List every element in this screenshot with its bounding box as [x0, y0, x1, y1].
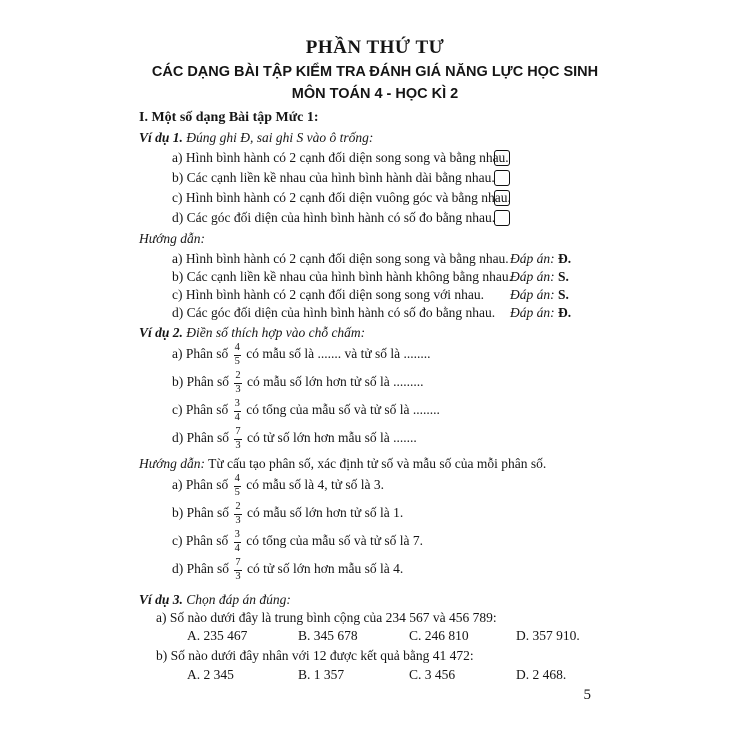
ex2-guide-label: Hướng dẫn:: [139, 456, 205, 471]
page-number: 5: [583, 687, 591, 703]
subject-subtitle: MÔN TOÁN 4 - HỌC KÌ 2: [291, 86, 459, 102]
denominator: 3: [235, 383, 241, 395]
ex1-item-d: d) Các góc đối diện của hình bình hành có số đo bằng nhau.: [172, 210, 496, 225]
ex1-answer-d: [510, 305, 571, 321]
ex1-guide-b: b) Các cạnh liền kề nhau của hình bình hành không bằng nhau.: [172, 269, 513, 284]
section-title: I. Một số dạng Bài tập Mức 1:: [139, 110, 319, 125]
item-suffix: có mẫu số là 4, tử số là 3.: [246, 477, 385, 493]
ex1-guide-c: c) Hình bình hành có 2 cạnh đối diện song song với nhau.: [172, 287, 484, 302]
denominator: 3: [235, 570, 241, 582]
numerator: 4: [234, 474, 241, 487]
fraction: [234, 474, 241, 498]
ex1-guide-a: a) Hình bình hành có 2 cạnh đối diện song song và bằng nhau.: [172, 251, 509, 266]
ex3-b-option-d[interactable]: D. 2 468.: [516, 667, 567, 682]
answer-box-d[interactable]: [494, 210, 510, 226]
answer-box-b[interactable]: [494, 170, 510, 186]
ex2-item-b: [172, 371, 423, 395]
answer-value: Đ.: [558, 251, 572, 266]
ex2-item-a: [172, 343, 431, 367]
ex2-guide-c: [172, 530, 423, 554]
answer-value: S.: [558, 287, 569, 302]
numerator: 2: [234, 502, 241, 515]
answer-value: S.: [558, 269, 569, 284]
fraction: [234, 530, 241, 554]
fraction: [234, 558, 241, 582]
ex3-a-option-d[interactable]: D. 357 910.: [516, 628, 580, 643]
ex2-item-d: [172, 427, 417, 451]
ex2-guide-a: [172, 474, 384, 498]
example-3-label: Ví dụ 3.: [139, 592, 183, 607]
ex2-guide-text: Từ cấu tạo phân số, xác định tử số và mẫu số của mỗi phân số.: [204, 456, 547, 471]
answer-label: Đáp án:: [510, 287, 555, 302]
ex1-answer-b: [510, 269, 569, 285]
part-title: PHẦN THỨ TƯ: [305, 37, 445, 58]
ex2-guide: [139, 456, 546, 472]
ex3-b-option-c[interactable]: C. 3 456: [409, 667, 456, 682]
example-2-prompt: Điền số thích hợp vào chỗ chấm:: [182, 325, 366, 340]
denominator: 5: [234, 355, 240, 367]
item-prefix: d) Phân số: [172, 561, 229, 577]
ex3-question-b: b) Số nào dưới đây nhân với 12 được kết quả bằng 41 472:: [156, 648, 474, 663]
example-1-prompt: Đúng ghi Đ, sai ghi S vào ô trống:: [182, 130, 374, 145]
answer-label: Đáp án:: [510, 305, 555, 320]
numerator: 7: [234, 558, 241, 571]
fraction: [234, 427, 241, 451]
example-3-prompt: Chọn đáp án đúng:: [182, 592, 291, 607]
ex2-guide-b: [172, 502, 403, 526]
ex3-question-a: a) Số nào dưới đây là trung bình cộng của 234 567 và 456 789:: [156, 610, 497, 625]
fraction: [234, 343, 241, 367]
document-subtitle: CÁC DẠNG BÀI TẬP KIỂM TRA ĐÁNH GIÁ NĂNG LỰC HỌC SINH: [151, 64, 599, 80]
ex1-item-b: b) Các cạnh liền kề nhau của hình bình hành dài bằng nhau.: [172, 170, 495, 185]
item-prefix: c) Phân số: [172, 402, 229, 418]
item-suffix: có tử số lớn hơn mẫu số là .......: [247, 430, 417, 446]
ex3-a-option-c[interactable]: C. 246 810: [409, 628, 469, 643]
item-suffix: có tổng của mẫu số và tử số là ........: [246, 402, 440, 418]
answer-value: Đ.: [558, 305, 572, 320]
fraction: [234, 502, 241, 526]
numerator: 4: [234, 343, 241, 356]
ex2-guide-d: [172, 558, 403, 582]
fraction: [234, 399, 241, 423]
ex3-a-option-a[interactable]: A. 235 467: [187, 628, 248, 643]
ex3-a-option-b[interactable]: B. 345 678: [298, 628, 358, 643]
example-1-label: Ví dụ 1.: [139, 130, 183, 145]
item-suffix: có mẫu số là ....... và tử số là ........: [246, 346, 431, 362]
ex1-item-c: c) Hình bình hành có 2 cạnh đối diện vuông góc và bằng nhau.: [172, 190, 511, 205]
item-suffix: có mẫu số lớn hơn tử số là .........: [247, 374, 424, 390]
example-3-heading: [139, 592, 291, 608]
ex1-guide-d: d) Các góc đối diện của hình bình hành có số đo bằng nhau.: [172, 305, 496, 320]
ex3-b-option-a[interactable]: A. 2 345: [187, 667, 234, 682]
item-prefix: a) Phân số: [172, 477, 229, 493]
item-suffix: có tử số lớn hơn mẫu số là 4.: [247, 561, 404, 577]
fraction: [234, 371, 241, 395]
answer-box-c[interactable]: [494, 190, 510, 206]
ex1-answer-a: [510, 251, 571, 267]
answer-label: Đáp án:: [510, 269, 555, 284]
ex3-b-option-b[interactable]: B. 1 357: [298, 667, 345, 682]
example-2-label: Ví dụ 2.: [139, 325, 183, 340]
numerator: 3: [234, 399, 241, 412]
ex1-guide-label: Hướng dẫn:: [139, 231, 205, 246]
ex1-item-a: a) Hình bình hành có 2 cạnh đối diện song song và bằng nhau.: [172, 150, 509, 165]
numerator: 3: [234, 530, 241, 543]
denominator: 3: [235, 514, 241, 526]
denominator: 4: [234, 542, 240, 554]
item-suffix: có mẫu số lớn hơn tử số là 1.: [247, 505, 404, 521]
numerator: 7: [234, 427, 241, 440]
item-prefix: b) Phân số: [172, 505, 229, 521]
denominator: 5: [234, 486, 240, 498]
denominator: 4: [234, 411, 240, 423]
item-prefix: a) Phân số: [172, 346, 229, 362]
item-prefix: c) Phân số: [172, 533, 229, 549]
example-1-heading: [139, 130, 373, 146]
ex1-answer-c: [510, 287, 569, 303]
answer-box-a[interactable]: [494, 150, 510, 166]
ex2-item-c: [172, 399, 440, 423]
example-2-heading: [139, 325, 365, 341]
answer-label: Đáp án:: [510, 251, 555, 266]
item-prefix: b) Phân số: [172, 374, 229, 390]
denominator: 3: [235, 439, 241, 451]
item-prefix: d) Phân số: [172, 430, 229, 446]
numerator: 2: [234, 371, 241, 384]
item-suffix: có tổng của mẫu số và tử số là 7.: [246, 533, 424, 549]
